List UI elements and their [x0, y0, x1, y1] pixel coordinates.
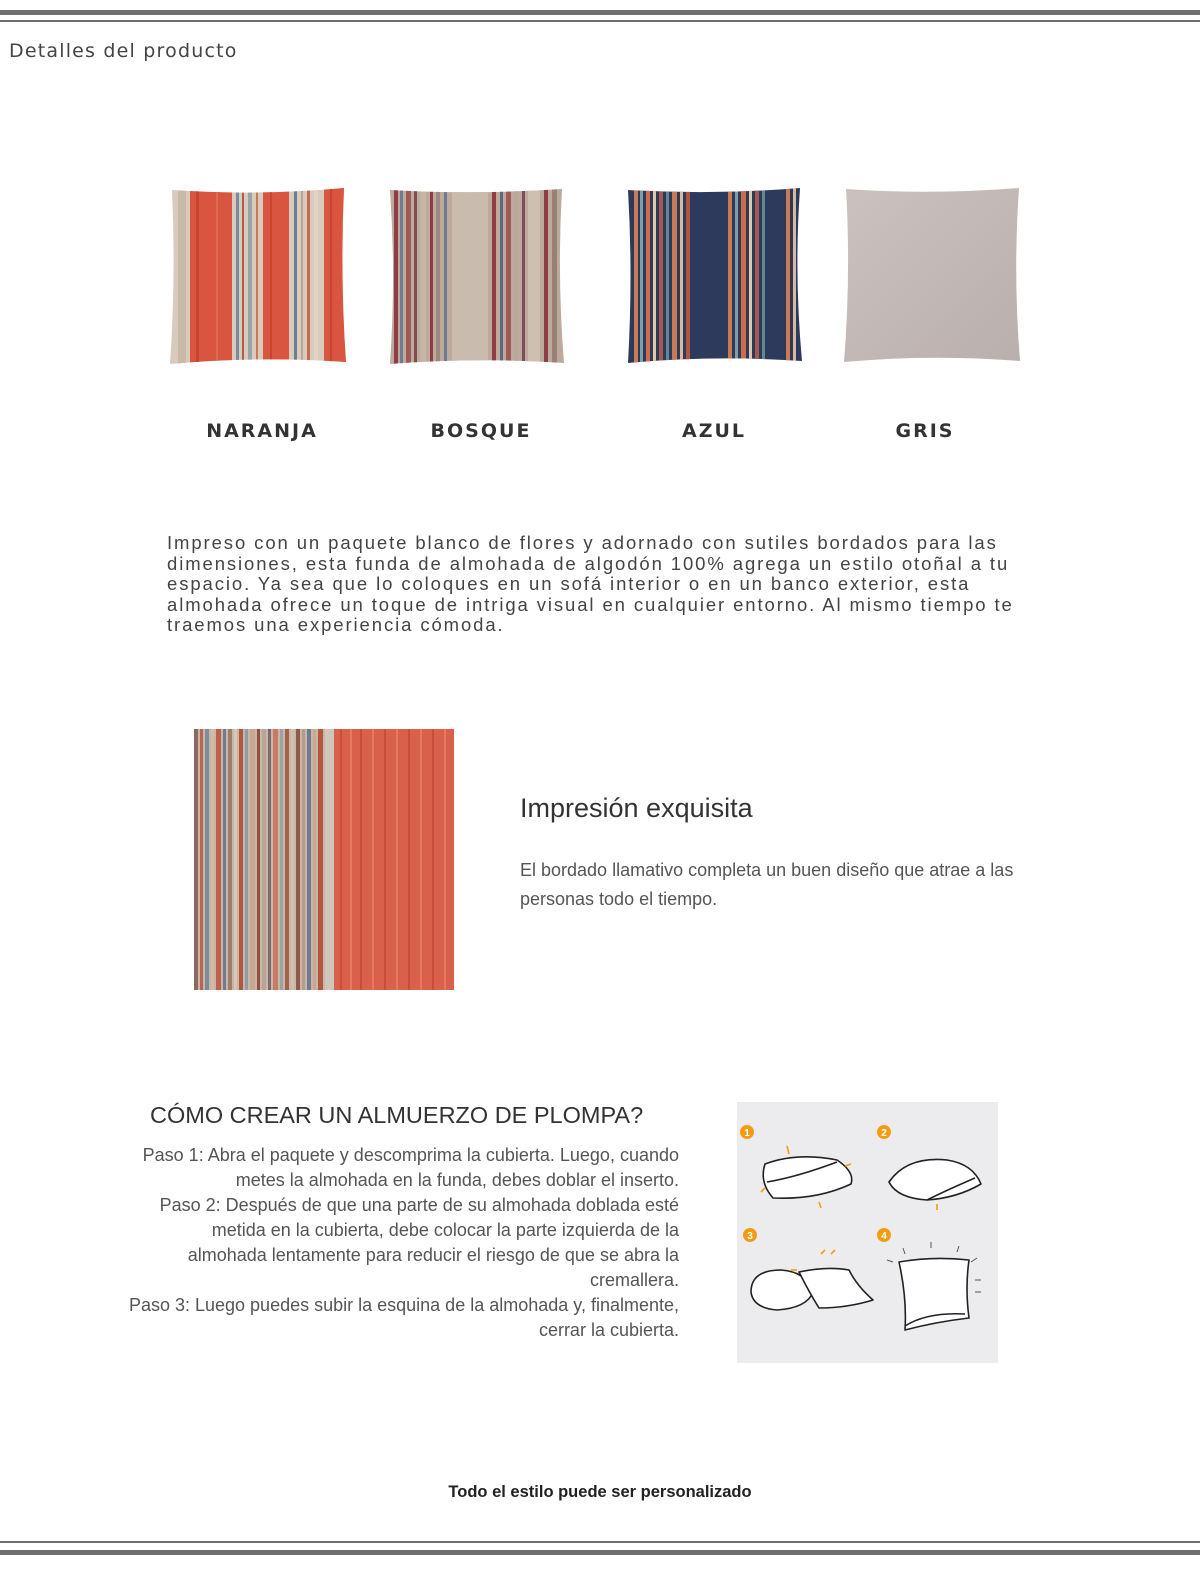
variant-label-azul: AZUL [681, 420, 747, 442]
step-badge-4-icon [877, 1228, 891, 1242]
striped-pillow-orange-icon [166, 186, 350, 366]
variant-label-naranja: NARANJA [206, 420, 318, 442]
product-description: Impreso con un paquete blanco de flores y adornado con sutiles bordados para las dimensiones, esta funda de almohada de algodón 100% agrega un estilo otoñal a tu espacio. Ya sea que lo coloques en un sofá interior o en un banco exterior, esta almohada ofrece un toque de intriga visual en cualquier entorno. Al mismo tiempo te traemos una experiencia cómoda. [167, 532, 1014, 636]
striped-pillow-forest-icon [386, 186, 566, 366]
variant-label-gris: GRIS [895, 420, 955, 442]
diagram-step-1: 1 [744, 1128, 750, 1139]
step-badge-3-icon [743, 1228, 757, 1242]
diagram-step-3: 3 [747, 1231, 753, 1242]
howto-title: CÓMO CREAR UN ALMUERZO DE PLOMPA? [150, 1102, 644, 1128]
fabric-closeup-image [194, 729, 454, 990]
page-title: Detalles del producto [9, 40, 238, 62]
diagram-step-2: 2 [881, 1128, 887, 1139]
folded-pillow-step2-icon [889, 1159, 981, 1200]
howto-steps [128, 1143, 679, 1343]
step-badge-1-icon [740, 1125, 754, 1139]
plain-pillow-grey-icon [842, 186, 1022, 364]
striped-pillow-blue-icon [624, 185, 804, 365]
feature-text: El bordado llamativo completa un buen diseño que atrae a las personas todo el tiempo. [520, 860, 1014, 909]
diagram-step-4: 4 [881, 1231, 887, 1242]
pillow-insert-diagram [737, 1102, 998, 1363]
footer-note: Todo el estilo puede ser personalizado [448, 1483, 752, 1501]
finished-pillow-step4-icon [899, 1258, 969, 1330]
step-1-text: Paso 1: Abra el paquete y descomprima la cubierta. Luego, cuando metes la almohada en la funda, debes doblar el inserto. [142, 1145, 679, 1190]
step-badge-2-icon [877, 1125, 891, 1139]
step-2-text: Paso 2: Después de que una parte de su almohada doblada esté metida en la cubierta, debe colocar la parte izquierda de la almohada lentamente para reducir el riesgo de que se abra la cremallera. [159, 1195, 679, 1290]
folded-pillow-step1-icon [763, 1157, 852, 1198]
variant-label-bosque: BOSQUE [430, 420, 532, 442]
feature-title: Impresión exquisita [520, 793, 753, 823]
step-3-text: Paso 3: Luego puedes subir la esquina de la almohada y, finalmente, cerrar la cubierta. [128, 1295, 679, 1340]
